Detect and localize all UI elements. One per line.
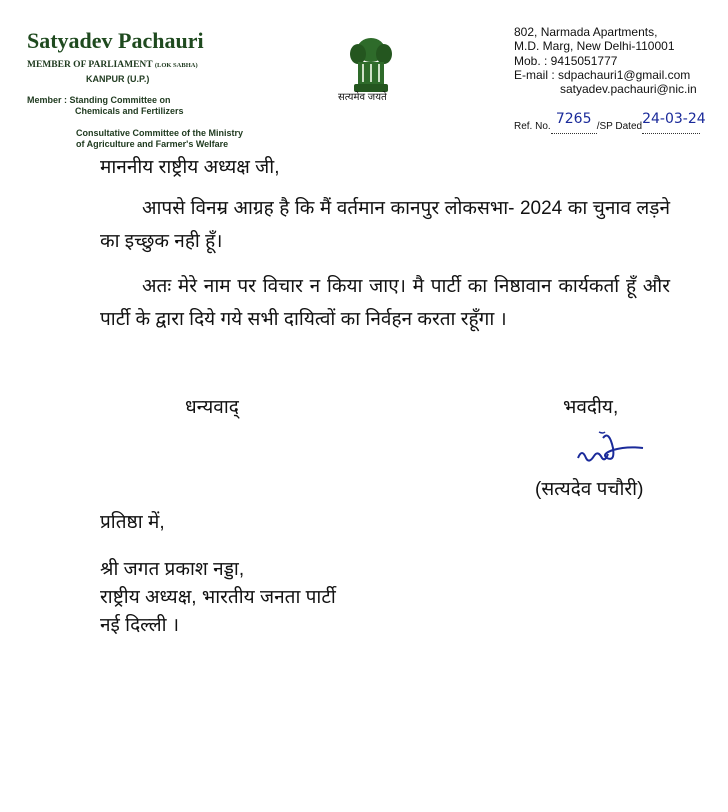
to-label: प्रतिष्ठा में,	[100, 512, 165, 533]
designation	[27, 60, 198, 70]
recipient-line1: श्री जगत प्रकाश नड्डा,	[100, 559, 245, 580]
emblem-motto: सत्यमेव जयते	[338, 92, 387, 103]
reference-line	[514, 111, 706, 134]
recipient-line2: राष्ट्रीय अध्यक्ष, भारतीय जनता पार्टी	[100, 587, 336, 608]
ref-label: Ref. No.	[514, 121, 551, 132]
email-1: E-mail : sdpachauri1@gmail.com	[514, 67, 691, 82]
address-line1: 802, Narmada Apartments,	[514, 25, 658, 39]
consultative-committee	[76, 128, 243, 150]
email-2: satyadev.pachauri@nic.in	[560, 82, 697, 97]
address-line2: M.D. Marg, New Delhi-110001	[514, 39, 675, 54]
committee-1-line1: Standing Committee on	[69, 95, 171, 105]
ref-suffix: /SP Dated	[596, 121, 643, 132]
thanks: धन्यवाद्	[185, 397, 239, 418]
paragraph-1: आपसे विनम्र आग्रह है कि मैं वर्तमान कानपुर लोकसभा- 2024 का चुनाव लड़ने का इच्छुक नही हूँ।	[100, 198, 670, 252]
designation-text: MEMBER OF PARLIAMENT	[27, 60, 153, 70]
date: 24-03-24	[642, 117, 700, 134]
sender-address	[514, 25, 697, 96]
recipient-line3: नई दिल्ली ।	[100, 615, 180, 636]
sender-name: Satyadev Pachauri	[27, 28, 204, 53]
ref-number: 7265	[551, 117, 597, 134]
recipient-address	[100, 556, 336, 640]
committee-membership	[27, 95, 184, 117]
paragraph-2: अतः मेरे नाम पर विचार न किया जाए। मै पार्टी का निष्ठावान कार्यकर्ता हूँ और पार्टी के द्वारा दिये गये सभी दायित्वों का निर्वहन करता रहूँगा ।	[100, 276, 670, 330]
signatory-name: (सत्यदेव पचौरी)	[535, 479, 644, 500]
house: (LOK SABHA)	[154, 62, 198, 69]
committee-2-line2: of Agriculture and Farmer's Welfare	[76, 139, 229, 149]
mobile: Mob. : 9415051777	[514, 53, 618, 68]
committee-1-line2: Chemicals and Fertilizers	[75, 106, 184, 116]
committee-2-line1: Consultative Committee of the Ministry	[76, 128, 244, 138]
closing: भवदीय,	[563, 397, 619, 418]
constituency: KANPUR (U.P.)	[86, 74, 150, 84]
member-label: Member :	[27, 95, 68, 105]
salutation: माननीय राष्ट्रीय अध्यक्ष जी,	[100, 157, 280, 178]
signature	[573, 428, 663, 478]
